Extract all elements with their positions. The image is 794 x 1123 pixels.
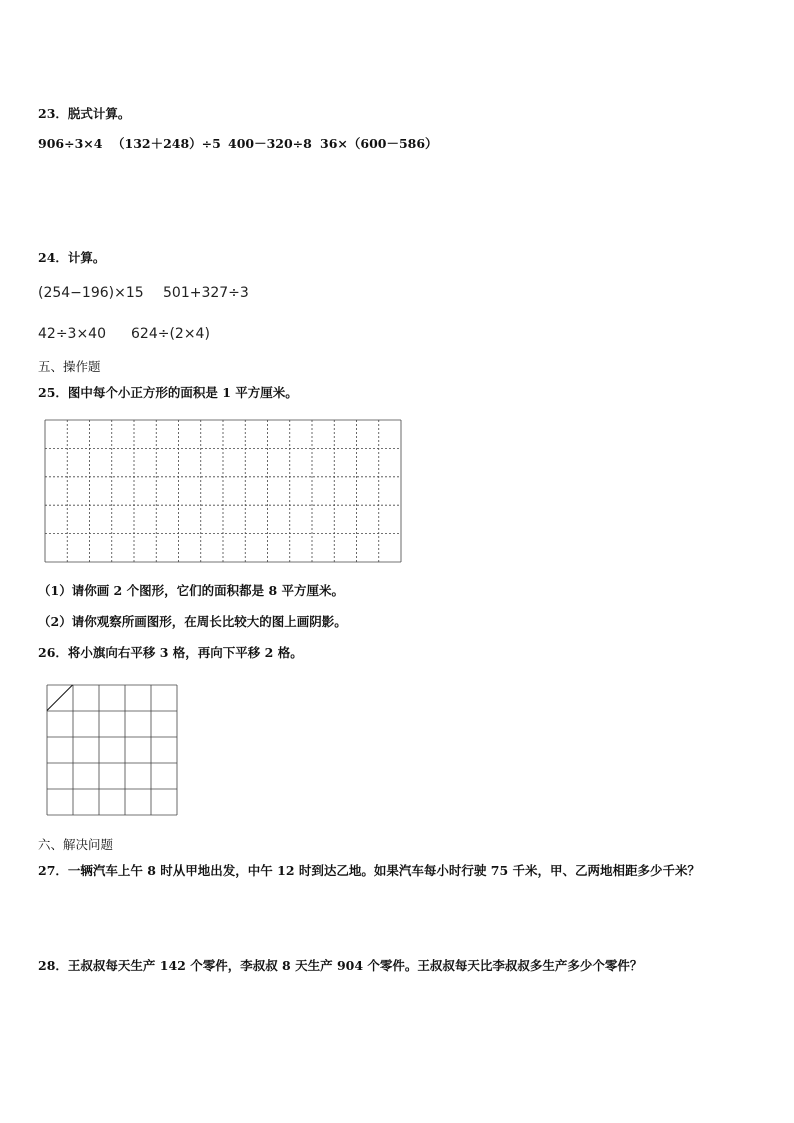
question-23-heading [38,106,130,122]
question-number: 23． [38,106,68,121]
expression-23-2: （132＋248）÷5 [112,136,221,151]
question-25-heading [38,385,298,401]
question-number: 28． [38,958,68,973]
question-number: 25． [38,385,68,400]
question-number: 24． [38,250,68,265]
section-six-title: 六、解决问题 [38,837,114,852]
flag-grid-5x5 [46,684,178,816]
question-24-heading [38,250,105,266]
question-25-sub-1: （1）请你画 2 个图形，它们的面积都是 8 平方厘米。 [38,583,345,598]
expression-24-2: 501+327÷3 [163,285,249,301]
flag-icon [47,685,73,711]
question-title: 计算。 [67,250,106,265]
question-title: 脱式计算。 [67,106,131,121]
expression-24-4: 624÷(2×4) [131,326,210,342]
question-title: 将小旗向右平移 3 格，再向下平移 2 格。 [67,645,303,660]
expression-24-3: 42÷3×40 [38,326,106,342]
question-28 [38,958,642,974]
question-number: 26． [38,645,68,660]
expression-23-4: 36×（600－586） [320,136,438,151]
question-number: 27． [38,863,68,878]
square-grid-16x5 [44,419,402,563]
question-text: 王叔叔每天生产 142 个零件，李叔叔 8 天生产 904 个零件。王叔叔每天比李叔叔多生产多少个零件？ [67,958,643,973]
expression-23-3: 400－320÷8 [228,136,312,151]
expression-24-1: (254−196)×15 [38,285,144,301]
question-title: 图中每个小正方形的面积是 1 平方厘米。 [67,385,298,400]
expression-23-1: 906÷3×4 [38,136,103,151]
question-25-sub-2: （2）请你观察所画图形，在周长比较大的图上画阴影。 [38,614,347,629]
question-27 [38,863,700,879]
question-text: 一辆汽车上午 8 时从甲地出发，中午 12 时到达乙地。如果汽车每小时行驶 75 千米，甲、乙两地相距多少千米？ [67,863,701,878]
question-26-heading [38,645,303,661]
section-five-title: 五、操作题 [38,359,101,374]
